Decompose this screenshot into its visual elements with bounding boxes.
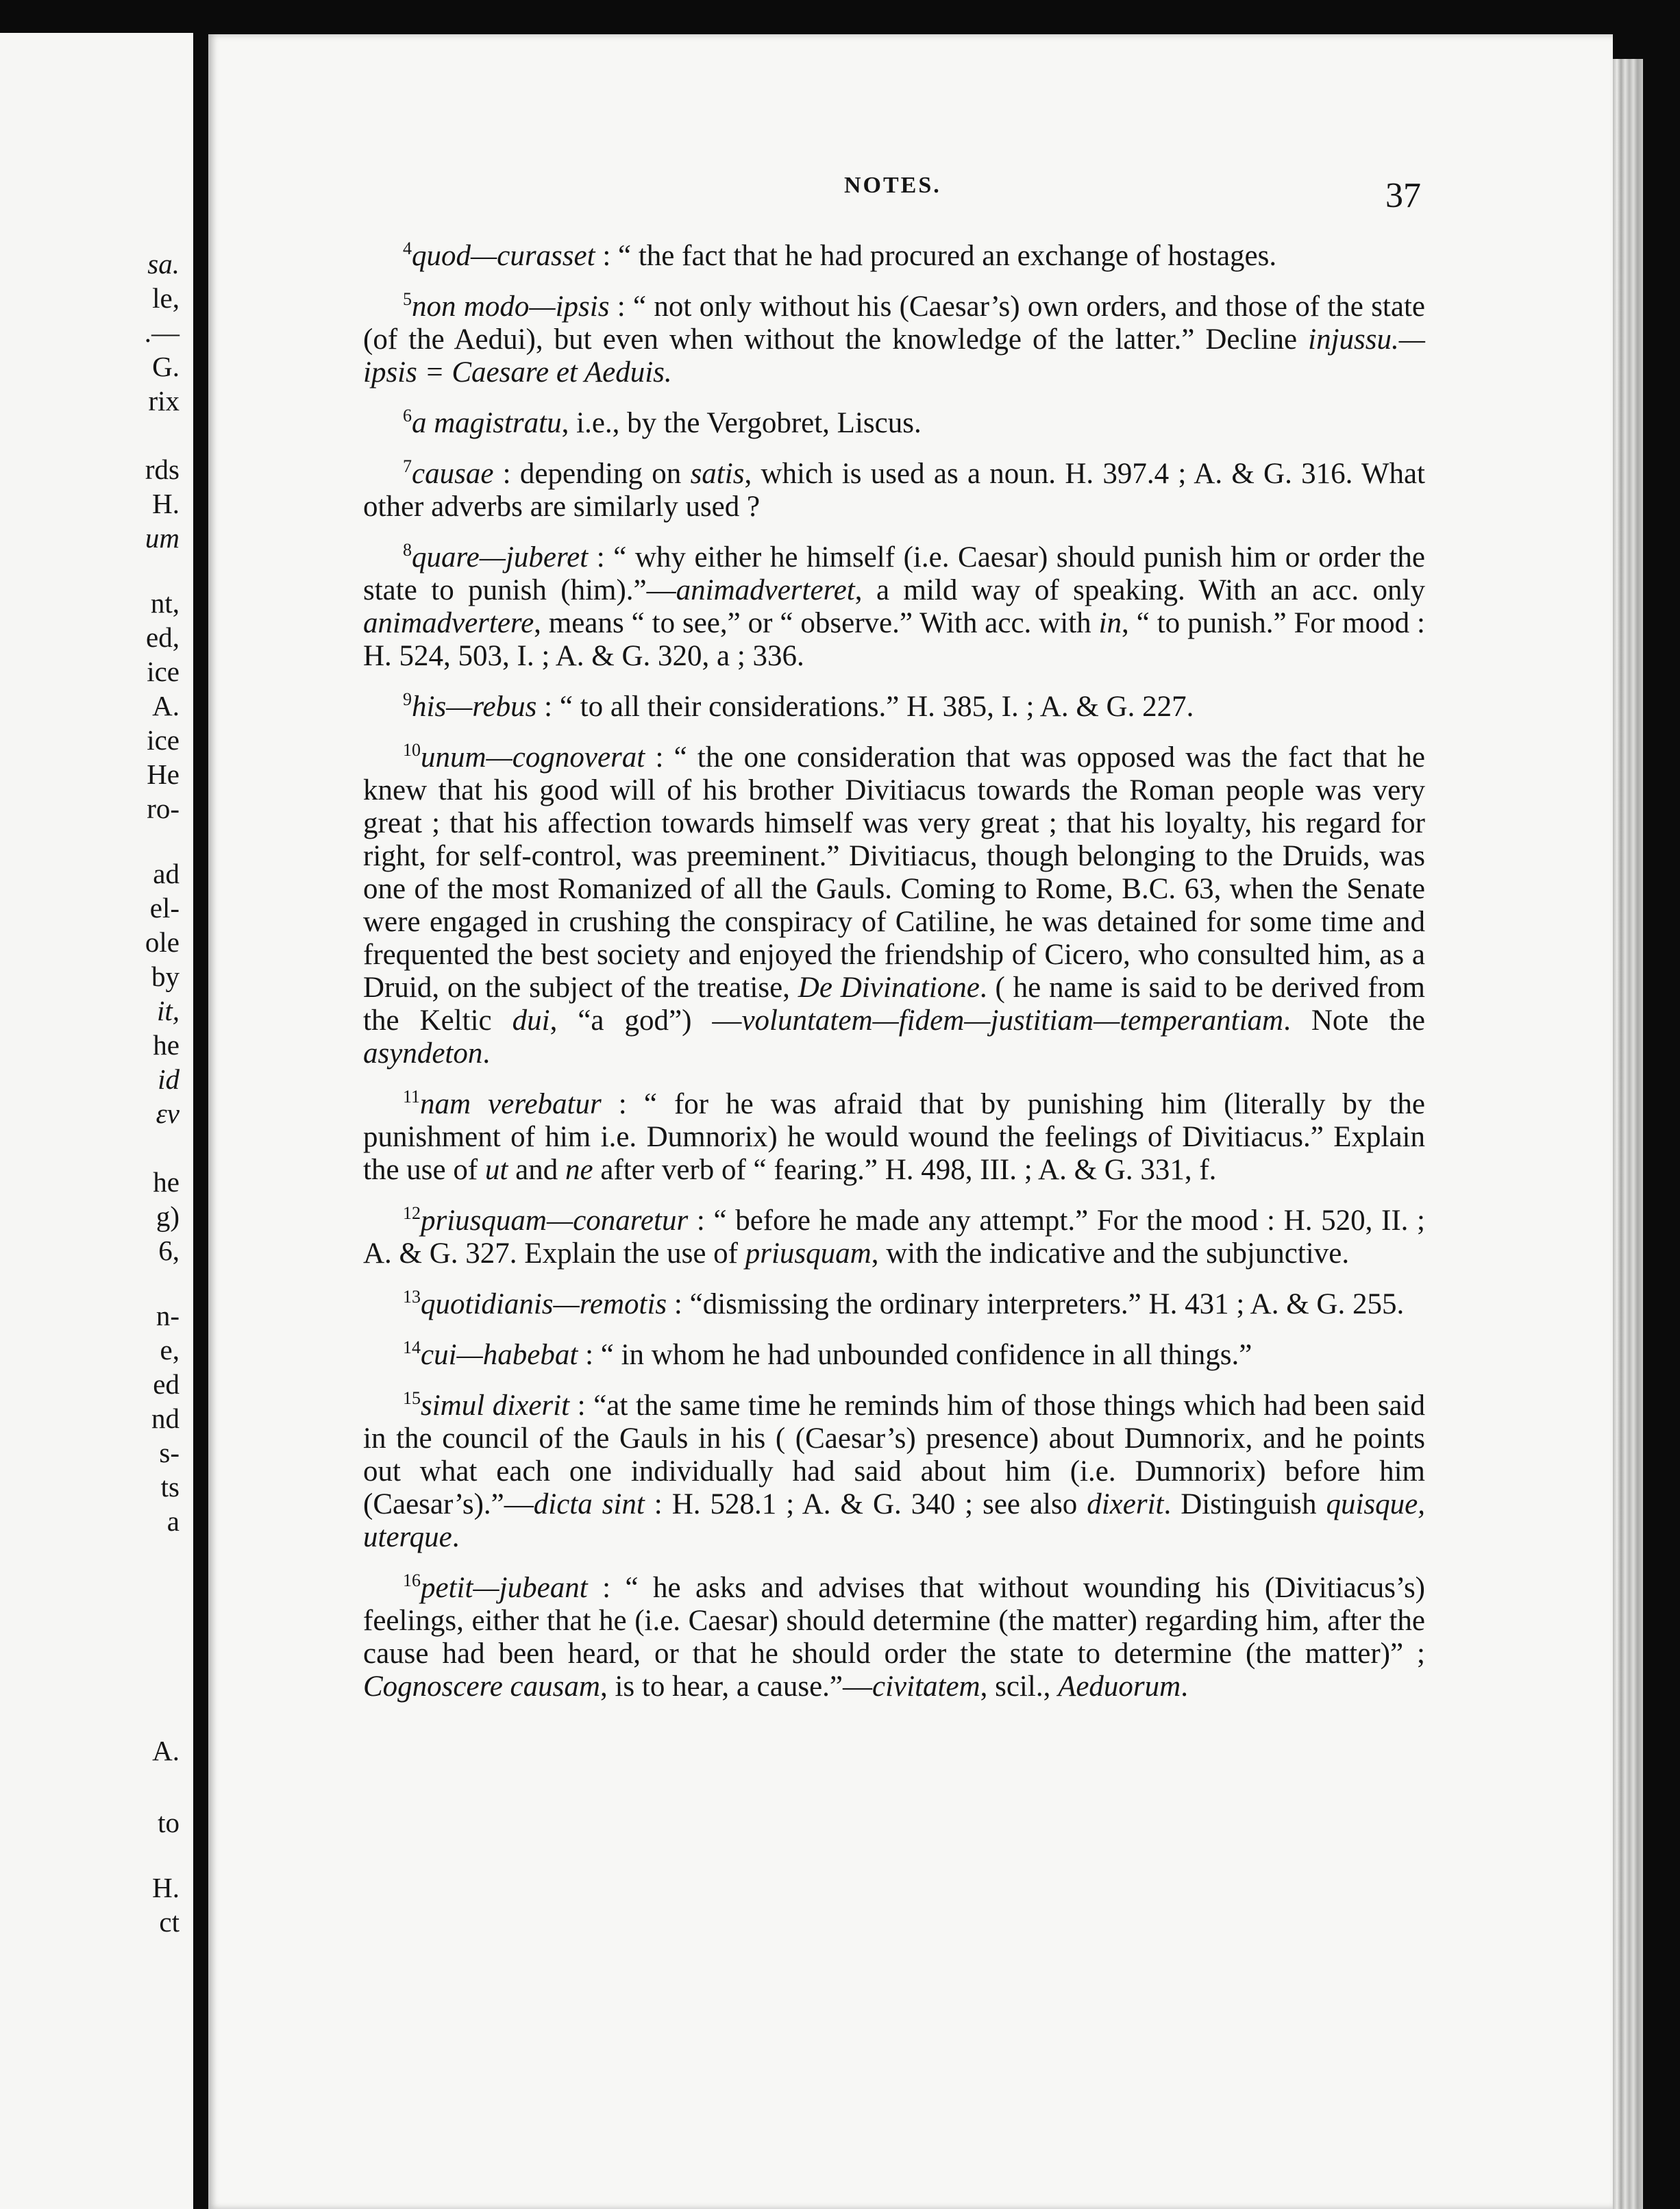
- note-latin-term: dicta sint: [533, 1488, 645, 1520]
- left-page-fragment: rds: [145, 454, 180, 485]
- note-text: .: [1181, 1670, 1188, 1703]
- note-text: and: [508, 1154, 565, 1186]
- page-number: 37: [1385, 176, 1421, 215]
- left-page-fragment: ro-: [147, 793, 180, 824]
- note-text: . ( he name is said to be derived from the Keltic: [363, 972, 1425, 1037]
- left-page-fragment: .—: [144, 317, 180, 348]
- note-text: , is to hear, a cause.”—: [600, 1670, 872, 1703]
- running-head: NOTES.: [844, 173, 941, 198]
- note-text: : H. 528.1 ; A. & G. 340 ; see also: [644, 1488, 1087, 1520]
- note-number: 9: [403, 689, 412, 709]
- left-page-fragment: s-: [159, 1437, 180, 1468]
- note-6: [363, 407, 1425, 440]
- note-10: [363, 741, 1425, 1070]
- note-number: 13: [403, 1287, 421, 1307]
- note-text: : “ for he was afraid that by punishing him (literally by the punishment of him i.e. Dumnorix) he would wound the feelings of Divitiacus.” Explain the use of: [363, 1088, 1425, 1186]
- note-latin-term: quod—curasset: [412, 240, 595, 272]
- note-text: , i.e., by the Vergobret, Liscus.: [561, 407, 922, 439]
- note-number: 4: [403, 238, 412, 258]
- note-text: .: [482, 1037, 491, 1070]
- note-latin-term: Cognoscere causam: [363, 1670, 600, 1703]
- left-page-fragment: εν: [156, 1098, 180, 1129]
- note-13: [363, 1288, 1425, 1321]
- left-page-fragment: id: [158, 1063, 180, 1095]
- note-latin-term: dui: [512, 1004, 550, 1037]
- note-text: , “a god”) —: [549, 1004, 742, 1037]
- note-latin-term: simul dixerit: [421, 1390, 570, 1422]
- note-12: [363, 1205, 1425, 1270]
- note-latin-term: ne: [565, 1154, 593, 1186]
- note-text: : “ the one consideration that was opposed was the fact that he knew that his good will of his brother Divitiacus towards the Roman people was very great ; that his affection towards himself was very great ; that his loyalty, his regard for right, for self-control, was preeminent.” Divitiacus, though belonging to the Druids, was one of the most Romanized of all the Gauls. Coming to Rome, B.C. 63, when the Senate were engaged in crushing the conspiracy of Catiline, he was detained for some time and frequented the best society and enjoyed the friendship of Cicero, who consulted him, as a Druid, on the subject of the treatise,: [363, 741, 1425, 1004]
- left-page-fragment: nt,: [150, 587, 180, 619]
- note-latin-term: nam verebatur: [420, 1088, 602, 1120]
- note-text: : “ he asks and advises that without wounding his (Divitiacus’s) feelings, either that he (i.e. Caesar) should determine (the matter) regarding him, after the cause had been heard, or that he should order the state to determine (the matter)” ;: [363, 1572, 1425, 1670]
- note-number: 11: [403, 1087, 421, 1107]
- note-14: [363, 1339, 1425, 1372]
- note-text: : “ not only without his (Caesar’s) own orders, and those of the state (of the Aedui), but even when without the knowledge of the latter.” Decline: [363, 291, 1425, 356]
- left-page-fragment: he: [153, 1029, 180, 1061]
- note-16: [363, 1572, 1425, 1703]
- note-latin-term: causae: [412, 458, 494, 490]
- note-text: : “ why either he himself (i.e. Caesar) should punish him or order the state to punish (him).”—: [363, 541, 1425, 606]
- left-page-fragment: el-: [149, 892, 180, 924]
- left-page-fragment: to: [158, 1807, 180, 1838]
- left-page-fragment: he: [153, 1166, 180, 1198]
- left-page-fragment: le,: [152, 282, 180, 314]
- note-latin-term: in: [1098, 607, 1122, 639]
- left-page-fragment: ice: [147, 656, 180, 687]
- note-text: , means “ to see,” or “ observe.” With acc. with: [534, 607, 1099, 639]
- note-latin-term: animadvertere: [363, 607, 534, 639]
- note-latin-term: quare—juberet: [412, 541, 589, 573]
- note-latin-term: his—rebus: [412, 691, 537, 723]
- note-5: [363, 291, 1425, 389]
- note-number: 15: [403, 1388, 421, 1408]
- note-11: [363, 1088, 1425, 1187]
- note-number: 8: [403, 540, 412, 560]
- note-latin-term: satis: [690, 458, 745, 490]
- note-latin-term: unum—cognoverat: [421, 741, 645, 774]
- note-latin-term: quotidianis—remotis: [421, 1288, 667, 1320]
- left-facing-page: [0, 33, 193, 2209]
- note-number: 16: [403, 1570, 421, 1590]
- note-text: .: [452, 1521, 460, 1553]
- note-text: : “ before he made any attempt.” For the mood : H. 520, II. ; A. & G. 327. Explain the use of: [363, 1205, 1425, 1270]
- left-page-fragment: He: [147, 758, 180, 790]
- note-text: . Note the: [1283, 1004, 1425, 1037]
- note-latin-term: ut: [484, 1154, 508, 1186]
- note-latin-term: non modo—ipsis: [412, 291, 610, 323]
- left-page-fragment: g): [156, 1200, 180, 1232]
- note-number: 6: [403, 406, 412, 425]
- left-page-fragment: rix: [148, 385, 180, 417]
- left-page-fragment: A.: [152, 690, 180, 721]
- left-page-fragment: nd: [151, 1403, 180, 1434]
- note-text: : “dismissing the ordinary interpreters.” H. 431 ; A. & G. 255.: [667, 1288, 1405, 1320]
- note-text: , “ to punish.” For mood : H. 524, 503, I. ; A. & G. 320, a ; 336.: [363, 607, 1425, 672]
- left-page-fragment: ts: [160, 1471, 180, 1503]
- note-4: [363, 240, 1425, 273]
- left-page-fragment: sa.: [147, 248, 180, 280]
- note-text: : “ the fact that he had procured an exchange of hostages.: [595, 240, 1277, 272]
- note-latin-term: animadverteret: [676, 574, 855, 606]
- left-page-fragment: um: [145, 522, 180, 554]
- left-page-fragment: ole: [145, 926, 180, 958]
- note-latin-term: dixerit: [1087, 1488, 1164, 1520]
- notes-list: [363, 240, 1425, 1721]
- left-page-fragment: H.: [152, 488, 180, 519]
- note-latin-term: civitatem: [872, 1670, 980, 1703]
- note-latin-term: injussu.—ipsis = Caesare et Aeduis.: [363, 323, 1425, 388]
- note-9: [363, 691, 1425, 724]
- note-text: : “ to all their considerations.” H. 385, I. ; A. & G. 227.: [536, 691, 1194, 723]
- note-number: 7: [403, 456, 412, 476]
- left-page-fragment: n-: [156, 1300, 180, 1331]
- note-text: , which is used as a noun. H. 397.4 ; A. & G. 316. What other adverbs are similarly used ?: [363, 458, 1425, 523]
- note-latin-term: priusquam: [745, 1237, 872, 1270]
- note-latin-term: Aeduorum: [1058, 1670, 1181, 1703]
- left-page-fragment: it,: [156, 995, 180, 1026]
- note-15: [363, 1390, 1425, 1554]
- note-number: 14: [403, 1337, 421, 1357]
- note-text: : “at the same time he reminds him of those things which had been said in the council of the Gauls in his ( (Caesar’s) presence) about Dumnorix, and he points out what each one individually had said about him (i.e. Dumnorix) before him (Caesar’s).”—: [363, 1390, 1425, 1520]
- note-latin-term: asyndeton: [363, 1037, 483, 1070]
- left-page-fragment: ed,: [146, 621, 180, 653]
- note-text: : depending on: [493, 458, 691, 490]
- left-page-fragment: e,: [160, 1334, 180, 1366]
- note-latin-term: quisque, uterque: [363, 1488, 1425, 1553]
- note-latin-term: cui—habebat: [421, 1339, 578, 1371]
- note-text: , with the indicative and the subjunctive.: [871, 1237, 1350, 1270]
- left-page-fragment: ice: [147, 724, 180, 756]
- note-text: , scil.,: [980, 1670, 1059, 1703]
- note-latin-term: priusquam—conaretur: [421, 1205, 689, 1237]
- note-latin-term: voluntatem—fidem—justitiam—temperantiam: [741, 1004, 1284, 1037]
- left-page-fragment: G.: [152, 351, 180, 382]
- note-text: : “ in whom he had unbounded confidence in all things.”: [578, 1339, 1252, 1371]
- note-latin-term: petit—jubeant: [421, 1572, 588, 1604]
- note-number: 10: [403, 740, 421, 760]
- note-number: 12: [403, 1203, 421, 1223]
- left-page-fragment: ad: [153, 858, 180, 889]
- note-latin-term: a magistratu: [412, 407, 562, 439]
- left-page-fragment: ed: [153, 1368, 180, 1400]
- note-text: . Distinguish: [1163, 1488, 1326, 1520]
- left-page-fragment: ct: [159, 1906, 180, 1938]
- left-page-fragment: H.: [152, 1872, 180, 1903]
- left-page-fragment: A.: [152, 1735, 180, 1766]
- note-8: [363, 541, 1425, 673]
- left-page-fragment: 6,: [158, 1235, 180, 1266]
- note-7: [363, 458, 1425, 523]
- note-number: 5: [403, 289, 412, 309]
- left-page-fragment: by: [151, 961, 180, 992]
- note-text: , a mild way of speaking. With an acc. only: [854, 574, 1426, 606]
- note-latin-term: De Divinatione: [798, 972, 980, 1004]
- left-page-fragment: a: [166, 1505, 180, 1537]
- note-text: after verb of “ fearing.” H. 498, III. ; A. & G. 331, f.: [593, 1154, 1217, 1186]
- page-edge-stack: [1613, 59, 1643, 2209]
